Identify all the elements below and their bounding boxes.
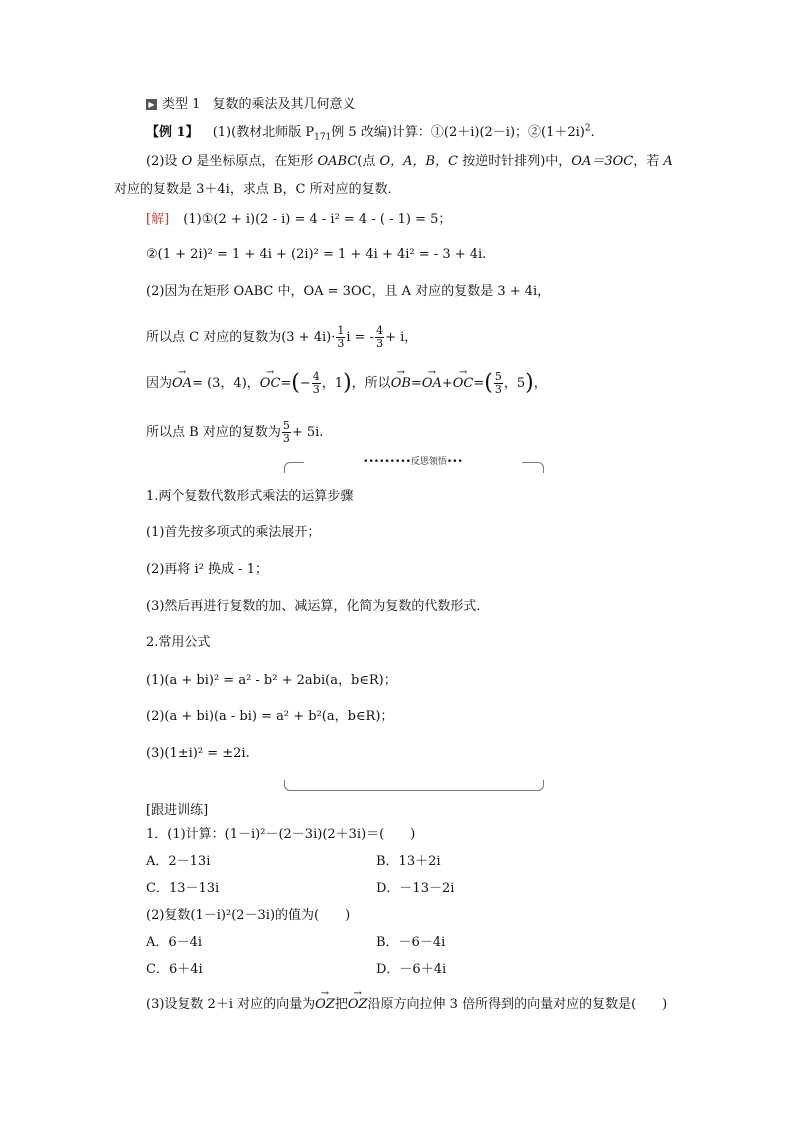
vector-ob: → OB bbox=[391, 375, 411, 393]
practice-q2-option-c: C．6＋4i bbox=[146, 962, 203, 977]
section-title: 复数的乘法及其几何意义 bbox=[212, 97, 356, 112]
vector-oc: → OC bbox=[453, 375, 474, 393]
fraction: $\frac{1}{3}$ bbox=[337, 324, 345, 350]
practice-q1: 1．(1)计算：(1－i)²－(2－3i)(2＋3i)＝( ) bbox=[146, 827, 416, 842]
example-q2-line2: 对应的复数是 3＋4i，求点 B，C 所对应的复数． bbox=[114, 182, 401, 197]
practice-q3: (3)设复数 2＋i 对应的向量为→ OZ把→ OZ沿原方向拉伸 3 倍所得到的向量对应的复数是( ) bbox=[146, 996, 667, 1014]
formula-1: (1)(a + bi)² = a² - b² + 2abi(a，b∈R)； bbox=[146, 673, 397, 688]
formula-2: (2)(a + bi)(a - bi) = a² + b²(a，b∈R)； bbox=[146, 709, 394, 724]
solution-line-4: 所以点 C 对应的复数为(3 + 4i)· $\frac{1}{3}$ i = - $\frac{4}{3}$ + i， bbox=[146, 324, 418, 350]
practice-q2-option-d: D．－6＋4i bbox=[376, 962, 447, 977]
practice-q1-option-a: A．2－13i bbox=[146, 854, 211, 869]
solution-line-2: ②(1 + 2i)² = 1 + 4i + (2i)² = 1 + 4i + 4i² = - 3 + 4i. bbox=[146, 247, 487, 262]
reflection-title: •••••••••反思领悟••• bbox=[304, 456, 522, 468]
reflection-step-2: (2)再将 i² 换成 - 1； bbox=[146, 562, 268, 577]
reflection-step-1: (1)首先按多项式的乘法展开； bbox=[146, 525, 321, 540]
fraction: $\frac{4}{3}$ bbox=[312, 370, 320, 396]
practice-q2: (2)复数(1－i)²(2－3i)的值为( ) bbox=[146, 908, 351, 923]
example-q2-line1: (2)设 O 是坐标原点，在矩形 OABC(点 O，A，B，C 按逆时针排列)中，OA＝3OC，若 A bbox=[146, 154, 673, 169]
fraction: $\frac{5}{3}$ bbox=[494, 370, 502, 396]
vector-oc: → OC bbox=[260, 375, 281, 393]
practice-title: [跟进训练] bbox=[146, 803, 209, 818]
vector-oa: → OA bbox=[422, 375, 442, 393]
solution-line-5: 因为→ OA= (3，4)，→ OC=(− $\frac{4}{3}$ ，1)，所以→ OB=→ OA+→ OC=( $\frac{5}{3}$ ，5)， bbox=[146, 371, 547, 396]
practice-q1-option-b: B．13＋2i bbox=[376, 854, 441, 869]
solution-line-6: 所以点 B 对应的复数为 $\frac{5}{3}$ + 5i. bbox=[146, 419, 324, 445]
example-tag: 【例 1】 bbox=[146, 125, 199, 140]
practice-q2-option-b: B．－6－4i bbox=[376, 935, 446, 950]
solution-line-1: [解] (1)①(2 + i)(2 - i) = 4 - i² = 4 - ( - 1) = 5； bbox=[146, 212, 452, 227]
vector-oz: → OZ bbox=[315, 996, 335, 1014]
solution-line-3: (2)因为在矩形 OABC 中，OA = 3OC，且 A 对应的复数是 3 + 4i， bbox=[146, 284, 551, 299]
practice-q1-option-c: C．13－13i bbox=[146, 881, 220, 896]
reflection-box-bottom bbox=[284, 780, 544, 791]
fraction: $\frac{5}{3}$ bbox=[282, 419, 290, 445]
reflection-heading-2: 2.常用公式 bbox=[146, 635, 211, 650]
section-header bbox=[146, 96, 356, 114]
solution-tag: [解] bbox=[146, 212, 170, 227]
section-label: 类型 1 bbox=[162, 97, 201, 112]
vector-oa: → OA bbox=[172, 375, 192, 393]
play-triangle-icon: ▶ bbox=[146, 99, 157, 110]
practice-q1-option-d: D．－13－2i bbox=[376, 881, 455, 896]
vector-oz: → OZ bbox=[348, 996, 368, 1014]
practice-q2-option-a: A．6－4i bbox=[146, 935, 203, 950]
fraction: $\frac{4}{3}$ bbox=[376, 324, 384, 350]
example-q1: 【例 1】 (1)(教材北师版 $P_{171}$例 5 改编)计算：①(2＋i)(2－i)；$②(1+2i)^2$. bbox=[146, 123, 595, 143]
formula-3: (3)(1±i)² = ±2i. bbox=[146, 746, 250, 761]
reflection-heading-1: 1.两个复数代数形式乘法的运算步骤 bbox=[146, 489, 354, 504]
reflection-step-3: (3)然后再进行复数的加、减运算，化简为复数的代数形式． bbox=[146, 599, 490, 614]
